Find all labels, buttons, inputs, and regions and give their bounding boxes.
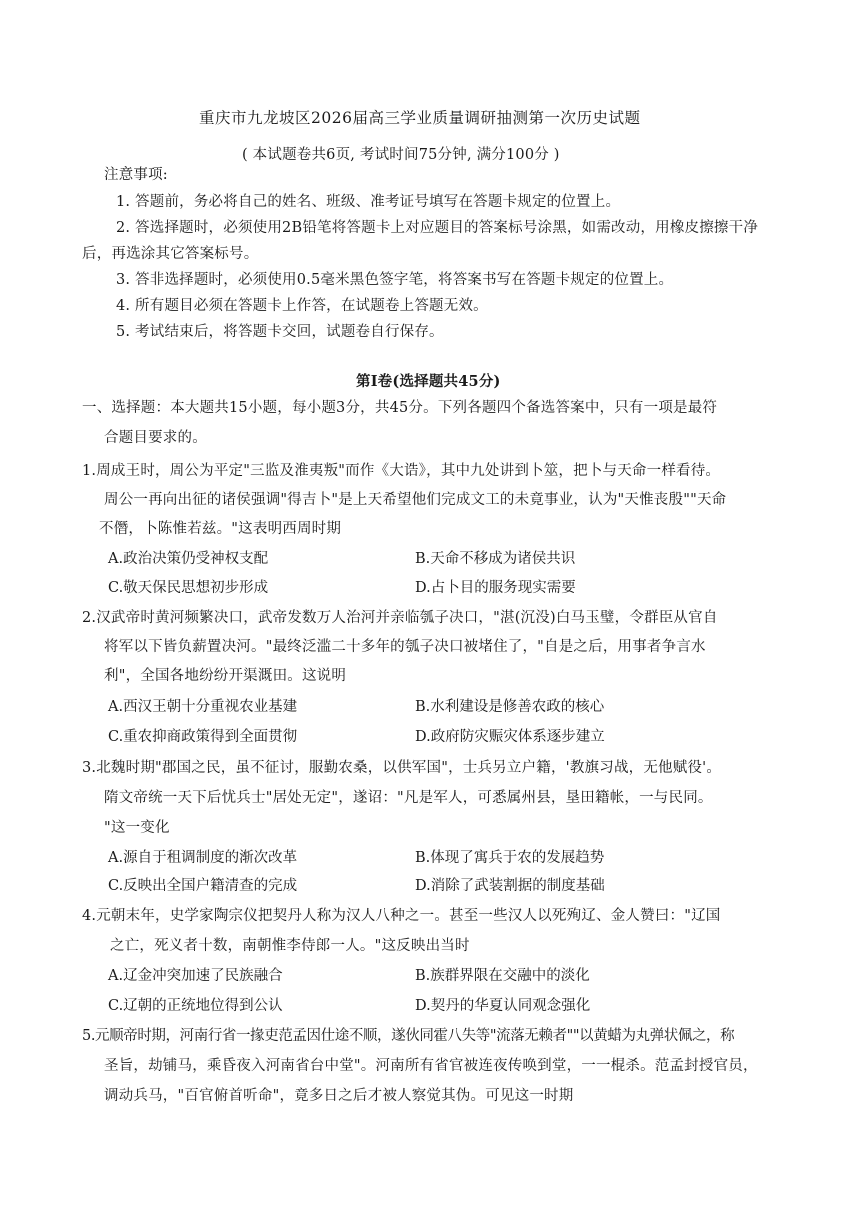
question-stem: 圣旨，劫铺马，乘昏夜入河南省台中堂"。河南所有省官被连夜传唤到堂，一一棍杀。范孟封授官员，: [104, 1058, 758, 1074]
notice-line: 3. 答非选择题时，必须使用0.5毫米黑色签字笔，将答案书写在答题卡规定的位置上。: [116, 272, 674, 288]
question-stem: 1.周成王时，周公为平定"三监及淮夷叛"而作《大诰》，其中九处讲到卜筮，把卜与天命一样看待。: [82, 463, 721, 479]
notice-line: 1. 答题前，务必将自己的姓名、班级、准考证号填写在答题卡规定的位置上。: [116, 194, 621, 210]
question-stem: 4.元朝末年，史学家陶宗仪把契丹人称为汉人八种之一。甚至一些汉人以死殉辽、金人赞曰："辽国: [82, 908, 721, 924]
question-stem: 2.汉武帝时黄河频繁决口，武帝发数万人治河并亲临瓠子决口，"湛(沉没)白马玉璧，令群臣从官自: [82, 610, 718, 626]
question-stem: 不僭，卜陈惟若兹。"这表明西周时期: [99, 521, 342, 537]
option-d: D.占卜目的服务现实需要: [415, 580, 576, 596]
option-d: D.契丹的华夏认同观念强化: [415, 998, 591, 1014]
notice-heading: 注意事项:: [104, 167, 168, 183]
option-b: B.体现了寓兵于农的发展趋势: [415, 850, 605, 866]
question-stem: 将军以下皆负薪置决河。"最终泛滥二十多年的瓠子决口被堵住了，"自是之后，用事者争言水: [104, 639, 706, 655]
notice-line: 5. 考试结束后，将答题卡交回，试题卷自行保存。: [116, 324, 444, 340]
option-c: C.反映出全国户籍清查的完成: [108, 878, 298, 894]
option-c: C.敬天保民思想初步形成: [108, 580, 269, 596]
question-stem: "这一变化: [104, 820, 170, 836]
section-instruction: 一、选择题：本大题共15小题，每小题3分，共45分。下列各题四个备选答案中，只有一项是最符: [82, 400, 718, 416]
question-stem: 3.北魏时期"郡国之民，虽不征讨，服勤农桑，以供军国"，士兵另立户籍，'教旗习战，无他赋役'。: [82, 760, 722, 776]
notice-line: 4. 所有题目必须在答题卡上作答，在试题卷上答题无效。: [116, 298, 488, 314]
section-title: 第Ⅰ卷(选择题共45分): [356, 373, 501, 390]
option-c: C.辽朝的正统地位得到公认: [108, 998, 283, 1014]
option-b: B.水利建设是修善农政的核心: [415, 699, 605, 715]
option-d: D.消除了武装割据的制度基础: [415, 878, 605, 894]
exam-subtitle: ( 本试题卷共6页, 考试时间75分钟, 满分100分 ): [242, 147, 560, 163]
question-stem: 之亡，死义者十数，南朝惟李侍郎一人。"这反映出当时: [110, 938, 470, 954]
notice-line: 2. 答选择题时，必须使用2B铅笔将答题卡上对应题目的答案标号涂黑，如需改动，用橡皮擦擦干净: [116, 220, 759, 236]
exam-title: 重庆市九龙坡区2026届高三学业质量调研抽测第一次历史试题: [199, 109, 641, 127]
question-stem: 周公一再向出征的诸侯强调"得吉卜"是上天希望他们完成文工的未竟事业，认为"天惟丧殷""天命: [104, 492, 727, 508]
option-a: A.西汉王朝十分重视农业基建: [108, 699, 298, 715]
option-b: B.天命不移成为诸侯共识: [415, 551, 576, 567]
option-a: A.辽金冲突加速了民族融合: [108, 968, 283, 984]
question-stem: 调动兵马，"百官俯首听命"，竟多日之后才被人察觉其伪。可见这一时期: [104, 1088, 574, 1104]
option-d: D.政府防灾赈灾体系逐步建立: [415, 729, 605, 745]
question-stem: 5.元顺帝时期，河南行省一掾吏范孟因仕途不顺，遂伙同霍八失等"流落无赖者""以黄蜡为丸弹状佩之，称: [82, 1028, 735, 1044]
section-instruction: 合题目要求的。: [104, 430, 207, 446]
option-a: A.源自于租调制度的渐次改革: [108, 850, 298, 866]
option-b: B.族群界限在交融中的淡化: [415, 968, 590, 984]
notice-line: 后，再选涂其它答案标号。: [82, 246, 259, 262]
option-a: A.政治决策仍受神权支配: [108, 551, 269, 567]
option-c: C.重农抑商政策得到全面贯彻: [108, 729, 298, 745]
question-stem: 隋文帝统一天下后忧兵士"居处无定"，遂诏："凡是军人，可悉属州县，垦田籍帐，一与民同。: [104, 790, 713, 806]
question-stem: 利"，全国各地纷纷开渠溉田。这说明: [104, 668, 347, 684]
